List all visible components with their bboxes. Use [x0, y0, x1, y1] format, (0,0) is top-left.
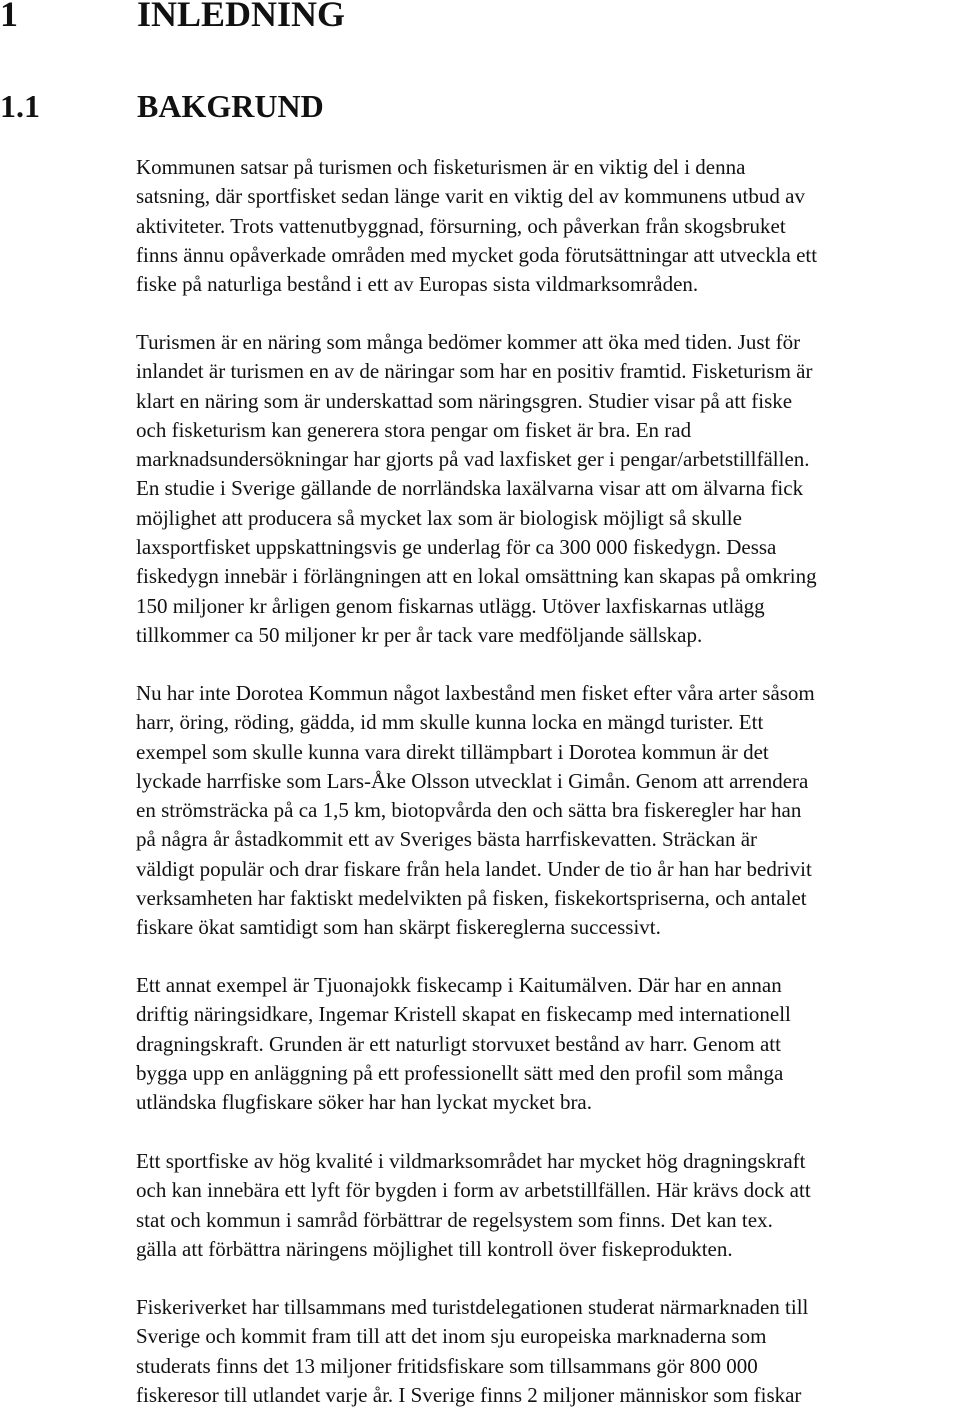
section-title: BAKGRUND: [137, 88, 324, 124]
text-line: harr, öring, röding, gädda, id mm skulle kunna locka en mängd turister. Ett: [136, 710, 764, 735]
text-line: Ett annat exempel är Tjuonajokk fiskecamp i Kaitumälven. Där har en annan: [136, 973, 782, 997]
text-line: tillkommer ca 50 miljoner kr per år tack vare medföljande sällskap.: [136, 622, 703, 647]
text-line: och kan innebära ett lyft för bygden i form av arbetstillfällen. Här krävs dock att: [136, 1178, 811, 1203]
text-line: Fiskeriverket har tillsammans med turistdelegationen studerat närmarknaden till: [136, 1295, 809, 1319]
text-line: Sverige och kommit fram till att det inom sju europeiska marknaderna som: [136, 1324, 767, 1349]
chapter-title: INLEDNING: [137, 0, 346, 34]
text-line: laxsportfisket uppskattningsvis ge underlag för ca 300 000 fiskedygn. Dessa: [136, 535, 777, 560]
text-line: Kommunen satsar på turismen och fisketurismen är en viktig del i denna: [136, 155, 746, 179]
text-line: fiskeresor till utlandet varje år. I Sverige finns 2 miljoner människor som fiskar: [136, 1382, 802, 1407]
text-line: satsning, där sportfisket sedan länge varit en viktig del av kommunens utbud av: [136, 184, 805, 209]
text-line: aktiviteter. Trots vattenutbyggnad, försurning, och påverkan från skogsbruket: [136, 213, 786, 238]
paragraph-tourism: [136, 328, 960, 650]
text-line: verksamheten har faktiskt medelvikten på fisken, fiskekortspriserna, och antalet: [136, 886, 807, 911]
text-line: studerats finns det 13 miljoner fritidsfiskare som tillsammans gör 800 000: [136, 1353, 758, 1378]
paragraph-tjuonajokk: [136, 971, 960, 1117]
text-line: fiske på naturliga bestånd i ett av Europas sista vildmarksområden.: [136, 272, 699, 297]
text-line: Turismen är en näring som många bedömer kommer att öka med tiden. Just för: [136, 330, 801, 354]
text-line: Nu har inte Dorotea Kommun något laxbestånd men fisket efter våra arter såsom: [136, 681, 815, 705]
text-line: finns ännu opåverkade områden med mycket goda förutsättningar att utveckla ett: [136, 242, 818, 267]
text-line: möjlighet att producera så mycket lax som är biologisk möjligt så skulle: [136, 505, 742, 530]
text-line: och fisketurism kan generera stora pengar om fisket är bra. En rad: [136, 417, 692, 442]
text-line: Ett sportfiske av hög kvalité i vildmarksområdet har mycket hög dragningskraft: [136, 1149, 806, 1173]
text-line: en strömsträcka på ca 1,5 km, biotopvårda den och sätta bra fiskeregler har han: [136, 798, 802, 823]
text-line: stat och kommun i samråd förbättrar de regelsystem som finns. Det kan tex.: [136, 1207, 773, 1232]
text-line: väldigt populär och drar fiskare från hela landet. Under de tio år han har bedrivit: [136, 856, 812, 881]
text-line: En studie i Sverige gällande de norrländska laxälvarna visar att om älvarna fick: [136, 476, 804, 501]
section-heading: [0, 86, 960, 126]
text-line: dragningskraft. Grunden är ett naturligt storvuxet bestånd av harr. Genom att: [136, 1031, 781, 1056]
section-number: 1.1: [0, 88, 40, 124]
text-line: inlandet är turismen en av de näringar som har en positiv framtid. Fisketurism är: [136, 359, 813, 384]
text-line: 150 miljoner kr årligen genom fiskarnas utlägg. Utöver laxfiskarnas utlägg: [136, 593, 765, 618]
text-line: fiskare ökat samtidigt som han skärpt fiskereglerna successivt.: [136, 915, 661, 940]
text-line: klart en näring som är underskattad som näringsgren. Studier visar på att fiske: [136, 388, 793, 413]
text-line: utländska flugfiskare söker har han lyckat mycket bra.: [136, 1090, 593, 1115]
paragraph-sportfiske: [136, 1147, 960, 1264]
text-line: exempel som skulle kunna vara direkt tillämpbart i Dorotea kommun är det: [136, 739, 769, 764]
text-line: fiskedygn innebär i förlängningen att en lokal omsättning kan skapas på omkring: [136, 564, 817, 589]
text-line: lyckade harrfiske som Lars-Åke Olsson utvecklat i Gimån. Genom att arrendera: [136, 768, 809, 793]
paragraph-intro: [136, 153, 960, 299]
chapter-number: 1: [0, 0, 18, 34]
chapter-heading: [0, 0, 960, 36]
text-line: driftig näringsidkare, Ingemar Kristell skapat en fiskecamp med internationell: [136, 1002, 791, 1027]
text-line: på några år åstadkommit ett av Sveriges bästa harrfiskevatten. Sträckan är: [136, 827, 758, 852]
paragraph-fiskeriverket: [136, 1293, 960, 1410]
text-line: bygga upp en anläggning på ett professionellt sätt med den profil som många: [136, 1060, 784, 1085]
text-line: gälla att förbättra näringens möjlighet till kontroll över fiskeprodukten.: [136, 1236, 733, 1261]
text-line: marknadsundersökningar har gjorts på vad laxfisket ger i pengar/arbetstillfällen.: [136, 447, 810, 472]
paragraph-dorotea: [136, 679, 960, 943]
